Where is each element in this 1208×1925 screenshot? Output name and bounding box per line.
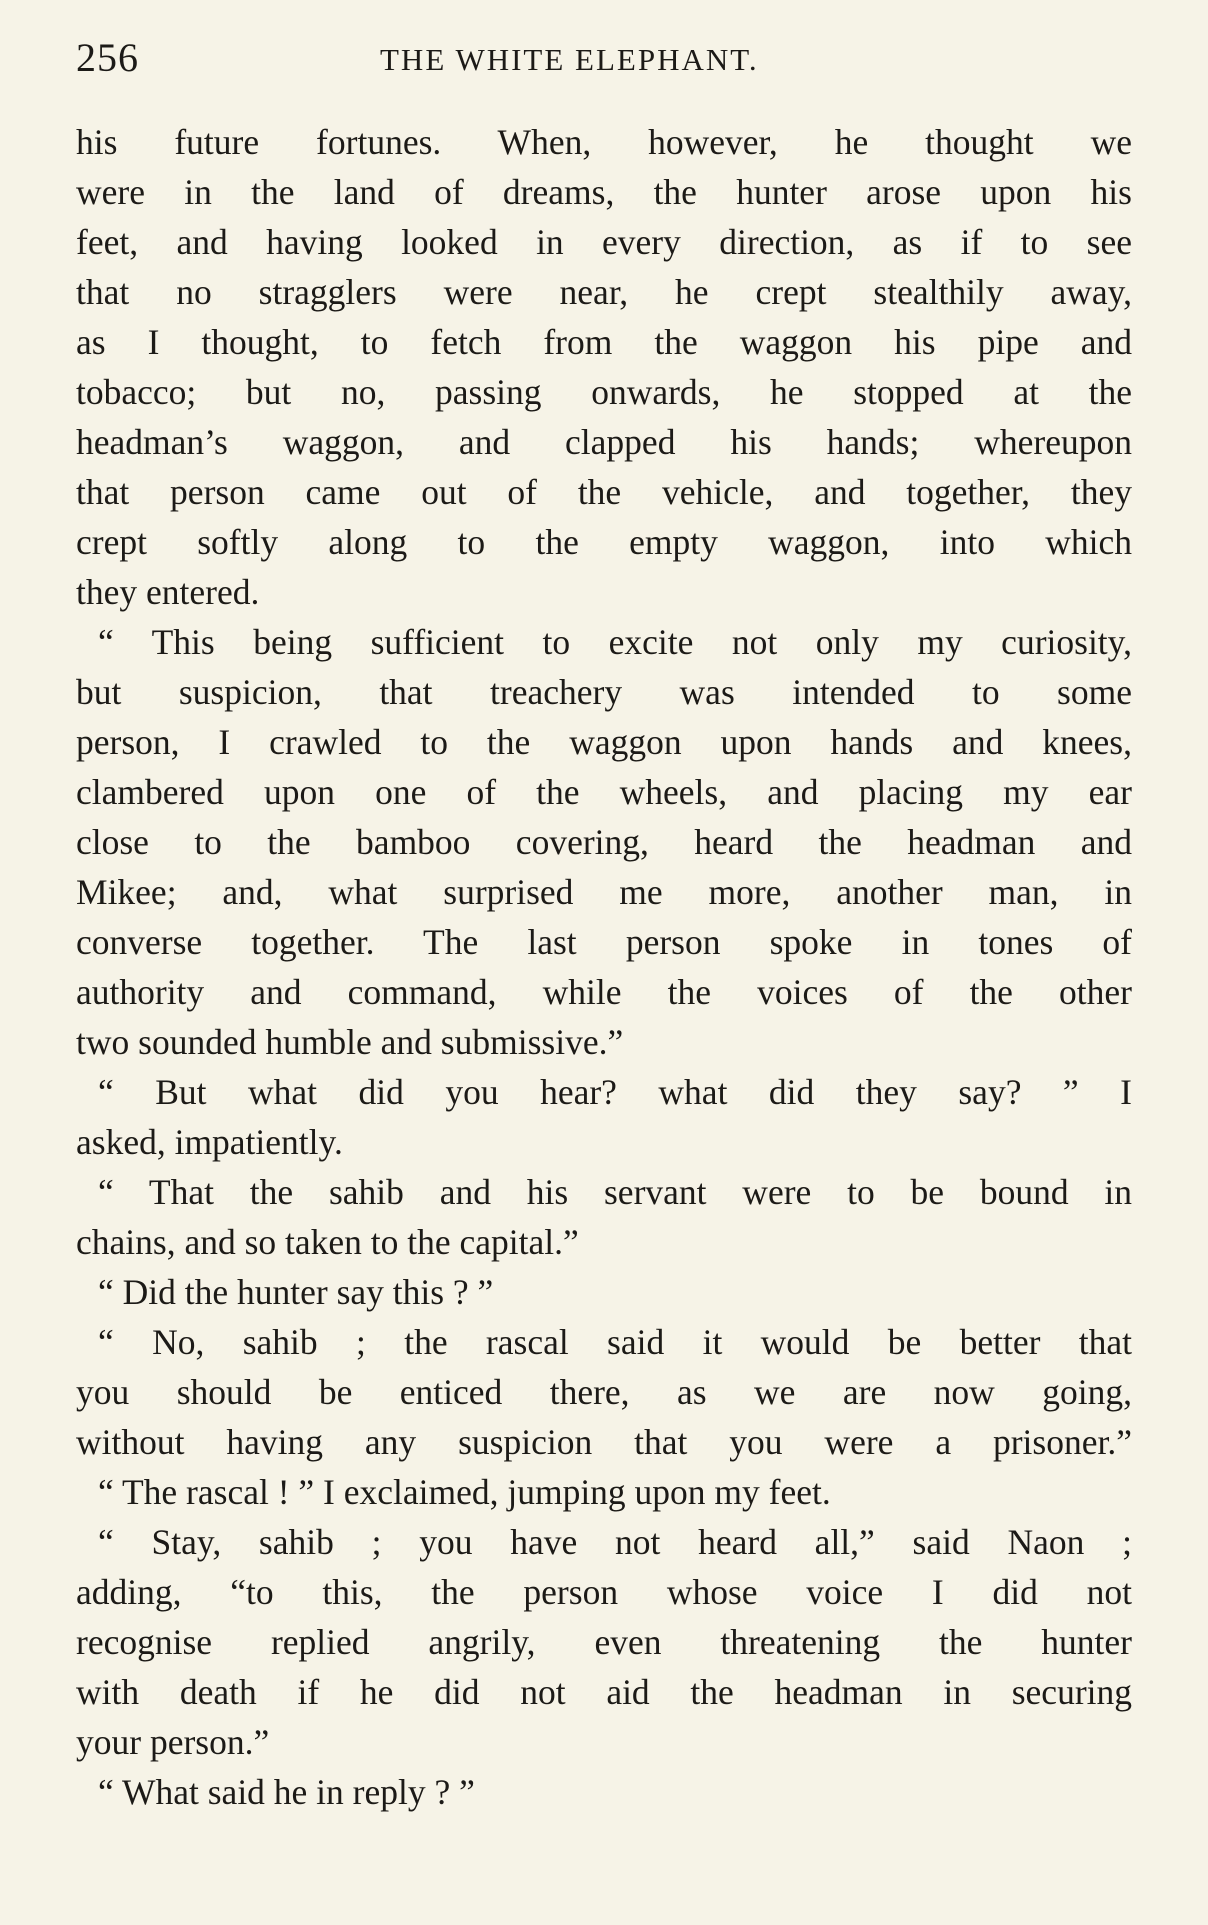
text-line: person, I crawled to the waggon upon hands and knees, xyxy=(76,722,1132,762)
text-line: were in the land of dreams, the hunter arose upon his xyxy=(76,172,1132,212)
text-line: but suspicion, that treachery was intended to some xyxy=(76,672,1132,712)
text-line: adding, “to this, the person whose voice I did not xyxy=(76,1572,1132,1612)
text-line: that no stragglers were near, he crept stealthily away, xyxy=(76,272,1132,312)
text-line: authority and command, while the voices of the other xyxy=(76,972,1132,1012)
text-line: tobacco; but no, passing onwards, he stopped at the xyxy=(76,372,1132,412)
paragraph-start-line: “ This being sufficient to excite not only my curiosity, xyxy=(98,622,1132,662)
running-head: THE WHITE ELEPHANT. xyxy=(380,42,759,77)
text-line: as I thought, to fetch from the waggon his pipe and xyxy=(76,322,1132,362)
text-line: clambered upon one of the wheels, and placing my ear xyxy=(76,772,1132,812)
text-line: headman’s waggon, and clapped his hands; whereupon xyxy=(76,422,1132,462)
text-line: two sounded humble and submissive.” xyxy=(76,1022,624,1062)
page-number: 256 xyxy=(76,35,139,80)
text-line: with death if he did not aid the headman in securing xyxy=(76,1672,1132,1712)
paragraph-start-line: “ The rascal ! ” I exclaimed, jumping upon my feet. xyxy=(98,1472,831,1512)
paragraph-start-line: “ That the sahib and his servant were to be bound in xyxy=(98,1172,1132,1212)
paragraph-start-line: “ What said he in reply ? ” xyxy=(98,1772,475,1812)
text-line: you should be enticed there, as we are now going, xyxy=(76,1372,1132,1412)
text-line: crept softly along to the empty waggon, into which xyxy=(76,522,1132,562)
text-line: feet, and having looked in every direction, as if to see xyxy=(76,222,1132,262)
text-line: without having any suspicion that you were a prisoner.” xyxy=(76,1422,1132,1462)
text-line: converse together. The last person spoke in tones of xyxy=(76,922,1132,962)
text-line: asked, impatiently. xyxy=(76,1122,343,1162)
page-header xyxy=(76,34,1132,82)
paragraph-start-line: “ Did the hunter say this ? ” xyxy=(98,1272,494,1312)
text-line: they entered. xyxy=(76,572,260,612)
text-line: close to the bamboo covering, heard the headman and xyxy=(76,822,1132,862)
text-line: his future fortunes. When, however, he thought we xyxy=(76,122,1132,162)
text-line: chains, and so taken to the capital.” xyxy=(76,1222,579,1262)
paragraph-start-line: “ Stay, sahib ; you have not heard all,” said Naon ; xyxy=(98,1522,1132,1562)
paragraph-start-line: “ No, sahib ; the rascal said it would be better that xyxy=(98,1322,1132,1362)
text-line: your person.” xyxy=(76,1722,270,1762)
text-line: recognise replied angrily, even threatening the hunter xyxy=(76,1622,1132,1662)
paragraph-start-line: “ But what did you hear? what did they say? ” I xyxy=(98,1072,1132,1112)
text-line: Mikee; and, what surprised me more, another man, in xyxy=(76,872,1132,912)
body-text xyxy=(76,117,1132,1817)
text-line: that person came out of the vehicle, and together, they xyxy=(76,472,1132,512)
